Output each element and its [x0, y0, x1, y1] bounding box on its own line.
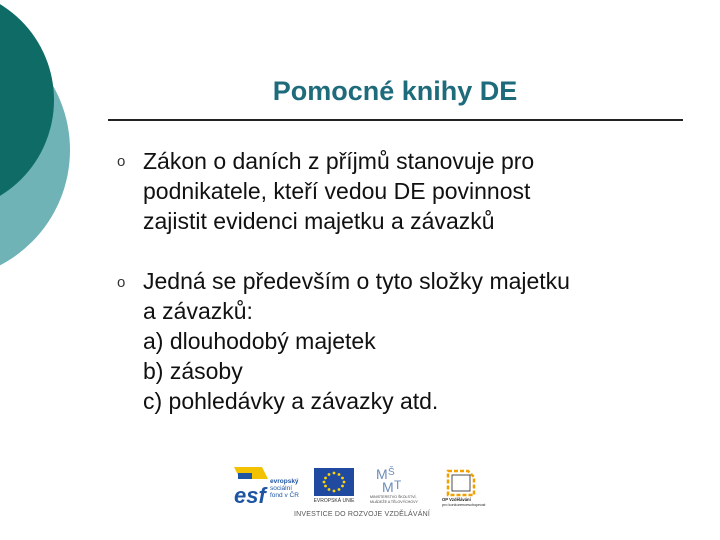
esf-line: fond v ČR — [270, 492, 299, 499]
list-item-line: zajistit evidenci majetku a závazků — [143, 208, 495, 234]
svg-text:T: T — [394, 478, 402, 492]
svg-text:Š: Š — [388, 467, 395, 478]
list-item-line: podnikatele, kteří vedou DE povinnost — [143, 178, 531, 204]
decorative-circles — [0, 0, 100, 300]
list-item-line: Zákon o daních z příjmů stanovuje pro — [143, 148, 535, 174]
msmt-caption: MLÁDEŽE A TĚLOVÝCHOVY — [370, 500, 418, 504]
bullet-icon: o — [117, 274, 126, 291]
list-item-line: c) pohledávky a závazky atd. — [143, 388, 439, 414]
list-item-line: b) zásoby — [143, 358, 243, 384]
svg-text:M: M — [376, 466, 388, 482]
esf-logo — [232, 465, 302, 507]
op-vzdelavani-logo — [438, 467, 486, 507]
op-caption: OP Vzdělávání — [442, 497, 471, 502]
op-caption: pro konkurenceschopnost — [442, 503, 486, 507]
msmt-caption: MINISTERSTVO ŠKOLSTVÍ, — [370, 495, 417, 499]
list-item-line: a) dlouhodobý majetek — [143, 328, 376, 354]
slide-title: Pomocné knihy DE — [272, 76, 518, 106]
logo-tagline: INVESTICE DO ROZVOJE VZDĚLÁVÁNÍ — [293, 511, 431, 518]
footer-logos — [232, 465, 488, 521]
title-divider — [108, 119, 683, 121]
esf-word: esf — [234, 483, 266, 507]
svg-text:M: M — [382, 479, 394, 495]
list-item-line: a závazků: — [143, 298, 253, 324]
eu-flag-logo — [310, 468, 358, 504]
esf-line: evropský — [270, 478, 299, 485]
esf-line: sociální — [270, 485, 293, 492]
eu-caption: EVROPSKÁ UNIE — [313, 498, 355, 504]
msmt-logo — [368, 465, 430, 507]
list-item — [143, 146, 703, 236]
list-item — [143, 266, 703, 416]
bullet-icon: o — [117, 153, 126, 170]
list-item-line: Jedná se především o tyto složky majetku — [143, 268, 570, 294]
